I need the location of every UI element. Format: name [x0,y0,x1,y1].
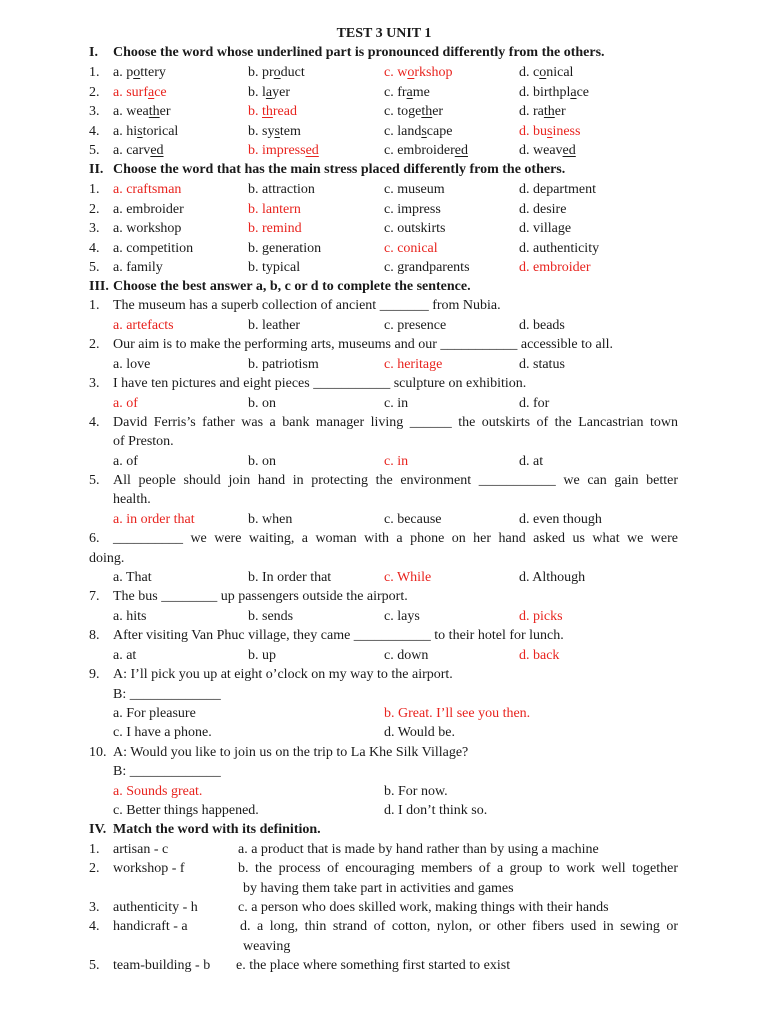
option-a[interactable]: a. at [113,648,137,663]
underlined-part: th [262,104,273,119]
underlined-part: ed [305,143,319,158]
part-1-row-5 [0,141,768,161]
section-number: II. [89,162,104,177]
question-4-continued [0,432,768,452]
option-a[interactable]: a. That [113,570,152,585]
match-definition: e. the place where something first started to exist [236,958,511,973]
question-1 [0,296,768,316]
option-c[interactable]: c. outskirts [384,221,446,236]
option-a[interactable]: a. love [113,357,151,372]
option-suffix: rkshop [414,65,453,80]
question-10 [0,743,768,763]
question-number: 1. [89,65,100,80]
option-suffix: me [412,84,430,100]
option-c[interactable] [384,122,452,142]
option-d[interactable] [519,102,566,122]
option-prefix: a. hi [113,123,138,139]
question-6 [0,529,768,549]
option-b[interactable]: b. patriotism [248,357,319,372]
option-a[interactable] [113,122,178,142]
option-a[interactable]: a. of [113,454,138,469]
option-suffix: tem [279,123,301,139]
option-d[interactable]: d. back [519,648,560,663]
question-number: 4. [89,240,100,256]
option-suffix: er [432,104,444,119]
match-row-2 [0,859,768,879]
question-10-options-row-1 [0,782,768,802]
option-d[interactable]: d. desire [519,201,567,217]
underlined-part: s [547,123,553,139]
option-prefix: c. embroider [384,143,455,158]
question-text-continued: health. [113,492,151,507]
part-2-row-4 [0,239,768,259]
option-suffix: cape [426,123,453,139]
match-number: 5. [89,958,100,973]
underlined-part: s [137,123,143,139]
option-b[interactable]: b. Great. I’ll see you then. [384,706,531,721]
underlined-part: o [539,65,547,80]
underlined-part: o [407,65,415,80]
section-4-heading [0,820,768,840]
page-title: TEST 3 UNIT 1 [336,26,432,41]
option-prefix: b. [248,104,262,119]
question-9-options-row-2 [0,723,768,743]
match-word: authenticity - h [113,900,198,915]
option-d[interactable]: d. embroider [519,260,591,275]
question-number: 3. [89,376,100,391]
option-prefix: b. impress [248,143,306,158]
question-5-options [0,510,768,530]
option-suffix: nical [546,65,574,80]
option-b[interactable]: b. on [248,454,276,469]
section-instruction: Match the word with its definition. [113,822,321,837]
option-c[interactable]: c. presence [384,318,447,333]
option-c[interactable]: c. I have a phone. [113,725,212,740]
section-number: IV. [89,822,107,837]
question-5-continued [0,490,768,510]
option-prefix: d. bu [519,123,547,139]
option-suffix: iness [552,123,581,139]
section-number: I. [89,45,98,60]
option-b[interactable]: b. remind [248,221,302,236]
part-2-row-5 [0,258,768,278]
option-d[interactable]: d. status [519,357,565,372]
question-number: 3. [89,104,100,119]
part-1-row-4 [0,122,768,142]
question-9-options-row-1 [0,704,768,724]
question-number: 1. [89,298,100,313]
option-a[interactable] [113,141,164,161]
match-number: 1. [89,842,100,857]
underlined-part: th [543,104,555,119]
question-3-options [0,394,768,414]
option-d[interactable]: d. department [519,182,596,197]
option-c[interactable]: c. lays [384,609,420,624]
option-a[interactable]: a. family [113,260,163,275]
option-c[interactable]: c. museum [384,182,445,197]
question-2 [0,335,768,355]
option-b[interactable] [248,83,290,103]
option-suffix: torical [142,123,179,139]
underlined-part: th [148,104,160,119]
underlined-part: s [274,123,280,139]
option-prefix: a. wea [113,104,149,119]
part-2-row-3 [0,219,768,239]
option-d[interactable] [519,63,573,83]
question-text: After visiting Van Phuc village, they came ___________ to their hotel for lunch. [113,628,564,643]
option-b[interactable] [248,122,301,142]
question-number: 3. [89,221,100,236]
option-prefix: c. land [384,123,422,139]
option-a[interactable] [113,63,166,83]
question-text: The bus ________ up passengers outside the airport. [113,589,408,604]
match-word: handicraft - a [113,919,188,934]
question-6-options [0,568,768,588]
underlined-part: a [265,84,273,100]
option-suffix: ttery [140,65,166,80]
underlined-part: th [421,104,433,119]
option-prefix: a. p [113,65,134,80]
part-1-row-1 [0,63,768,83]
option-d[interactable]: d. I don’t think so. [384,803,488,818]
option-suffix: ce [154,84,167,100]
option-c[interactable]: c. impress [384,201,441,217]
option-d[interactable]: d. even though [519,512,602,527]
option-d[interactable]: d. village [519,221,572,236]
option-suffix: read [272,104,297,119]
option-b[interactable]: b. sends [248,609,294,624]
match-number: 3. [89,900,100,915]
option-prefix: d. birthpl [519,84,571,100]
option-prefix: d. ra [519,104,544,119]
option-d[interactable] [519,122,580,142]
option-c[interactable]: c. because [384,512,442,527]
underlined-part: a [148,84,155,100]
option-c[interactable] [384,63,452,83]
option-prefix: b. sy [248,123,275,139]
option-a[interactable]: a. Sounds great. [113,784,203,799]
match-definition: c. a person who does skilled work, making things with their hands [238,900,609,915]
section-3-heading [0,277,768,297]
match-number: 2. [89,861,100,876]
underlined-part: ed [562,143,576,158]
match-row-4-continued [0,937,768,957]
option-b[interactable]: b. lantern [248,201,301,217]
question-number: 9. [89,667,100,682]
option-b[interactable]: b. leather [248,318,301,333]
option-suffix: ce [576,84,589,100]
question-text: A: Would you like to join us on the trip to La Khe Silk Village? [113,745,469,760]
option-b[interactable]: b. typical [248,260,301,275]
section-instruction: Choose the best answer a, b, c or d to complete the sentence. [113,279,471,294]
underlined-part: a [570,84,577,100]
option-a[interactable] [113,83,167,103]
option-b[interactable]: b. generation [248,240,322,256]
match-word: artisan - c [113,842,169,857]
match-row-3 [0,898,768,918]
option-a[interactable]: a. competition [113,240,194,256]
question-10-reply [0,762,768,782]
option-b[interactable]: b. attraction [248,182,315,197]
question-text: Our aim is to make the performing arts, museums and our ___________ accessible to all. [113,337,614,352]
option-prefix: b. l [248,84,266,100]
question-9-reply [0,685,768,705]
option-prefix: b. pr [248,65,274,80]
part-1-row-3 [0,102,768,122]
option-b[interactable] [248,63,305,83]
question-text: David Ferris’s father was a bank manager living ______ the outskirts of the Lancastrian town [113,415,678,430]
match-definition: d. a long, thin strand of cotton, nylon, or other fibers used in sewing or [240,919,678,934]
option-prefix: a. carv [113,143,151,158]
match-number: 4. [89,919,100,934]
option-a[interactable]: a. in order that [113,512,195,527]
option-c[interactable]: c. While [384,570,432,585]
match-definition-continued: by having them take part in activities and games [243,881,514,896]
part-2-row-1 [0,180,768,200]
option-d[interactable]: d. picks [519,609,563,624]
question-3 [0,374,768,394]
underlined-part: o [133,65,141,80]
underlined-part: o [273,65,281,80]
option-prefix: c. w [384,65,408,80]
option-c[interactable]: c. conical [384,240,438,256]
question-text: All people should join hand in protecting the environment ___________ we can gain better [113,473,678,488]
question-8-options [0,646,768,666]
section-instruction: Choose the word whose underlined part is pronounced differently from the others. [113,45,605,60]
question-10-options-row-2 [0,801,768,821]
question-8 [0,626,768,646]
option-a[interactable]: a. craftsman [113,182,182,197]
match-row-4 [0,917,768,937]
match-word: workshop - f [113,861,185,876]
question-number: 4. [89,123,100,139]
question-number: 5. [89,473,100,488]
option-c[interactable]: c. heritage [384,357,443,372]
match-row-5 [0,956,768,976]
question-number: 2. [89,84,100,100]
option-prefix: c. toge [384,104,422,119]
section-number: III. [89,279,109,294]
question-5 [0,471,768,491]
question-number: 6. [89,531,100,546]
reply-blank: B: _____________ [113,687,221,702]
match-row-1 [0,840,768,860]
option-b[interactable] [248,102,297,122]
option-b[interactable]: b. when [248,512,293,527]
question-number: 4. [89,415,100,430]
option-a[interactable]: a. workshop [113,221,182,236]
question-number: 2. [89,201,100,217]
option-a[interactable]: a. hits [113,609,147,624]
option-d[interactable] [519,141,576,161]
question-number: 5. [89,143,100,158]
question-number: 5. [89,260,100,275]
option-d[interactable]: d. authenticity [519,240,600,256]
option-b[interactable]: b. In order that [248,570,332,585]
underlined-part: s [421,123,427,139]
option-c[interactable]: c. Better things happened. [113,803,259,818]
option-c[interactable]: c. in [384,454,409,469]
question-4-options [0,452,768,472]
section-2-heading [0,160,768,180]
option-prefix: d. weav [519,143,563,158]
question-text: A: I’ll pick you up at eight o’clock on my way to the airport. [113,667,453,682]
option-b[interactable] [248,141,319,161]
question-text-continued: of Preston. [113,434,174,449]
option-a[interactable]: a. For pleasure [113,706,196,721]
option-d[interactable]: d. beads [519,318,565,333]
question-9 [0,665,768,685]
option-a[interactable]: a. artefacts [113,318,174,333]
question-1-options [0,316,768,336]
option-d[interactable]: d. Although [519,570,586,585]
question-7 [0,587,768,607]
question-text-continued: doing. [89,551,125,566]
underlined-part: ed [150,143,164,158]
match-definition-continued: weaving [243,939,291,954]
option-c[interactable] [384,83,430,103]
match-definition: b. the process of encouraging members of a group to work well together [238,861,678,876]
question-number: 2. [89,337,100,352]
option-prefix: c. fr [384,84,407,100]
match-word: team-building - b [113,958,211,973]
option-b[interactable]: b. up [248,648,276,663]
question-number: 1. [89,182,100,197]
option-d[interactable]: d. Would be. [384,725,455,740]
option-b[interactable]: b. For now. [384,784,448,799]
option-c[interactable] [384,102,443,122]
option-a[interactable] [113,102,171,122]
question-2-options [0,355,768,375]
question-number: 10. [89,745,107,760]
part-1-row-2 [0,83,768,103]
option-a[interactable]: a. embroider [113,201,184,217]
underlined-part: a [406,84,413,100]
option-d[interactable] [519,83,589,103]
question-text: __________ we were waiting, a woman with a phone on her hand asked us what we were [113,531,678,546]
match-row-2-continued [0,879,768,899]
underlined-part: ed [454,143,468,158]
option-c[interactable]: c. in [384,396,409,411]
section-instruction: Choose the word that has the main stress placed differently from the others. [113,162,566,177]
section-1-heading [0,43,768,63]
part-2-row-2 [0,200,768,220]
question-text: The museum has a superb collection of ancient _______ from Nubia. [113,298,501,313]
question-4 [0,413,768,433]
option-a[interactable]: a. of [113,396,138,411]
reply-blank: B: _____________ [113,764,221,779]
question-number: 7. [89,589,100,604]
option-d[interactable]: d. for [519,396,550,411]
option-c[interactable] [384,141,468,161]
option-suffix: er [554,104,566,119]
option-suffix: duct [280,65,305,80]
option-prefix: a. surf [113,84,148,100]
option-d[interactable]: d. at [519,454,544,469]
option-suffix: er [159,104,171,119]
question-text: I have ten pictures and eight pieces ___________ sculpture on exhibition. [113,376,527,391]
option-prefix: d. c [519,65,540,80]
question-number: 8. [89,628,100,643]
option-c[interactable]: c. grandparents [384,260,470,275]
question-6-continued [0,549,768,569]
question-7-options [0,607,768,627]
option-c[interactable]: c. down [384,648,429,663]
option-suffix: yer [272,84,290,100]
match-definition: a. a product that is made by hand rather than by using a machine [238,842,599,857]
option-b[interactable]: b. on [248,396,276,411]
